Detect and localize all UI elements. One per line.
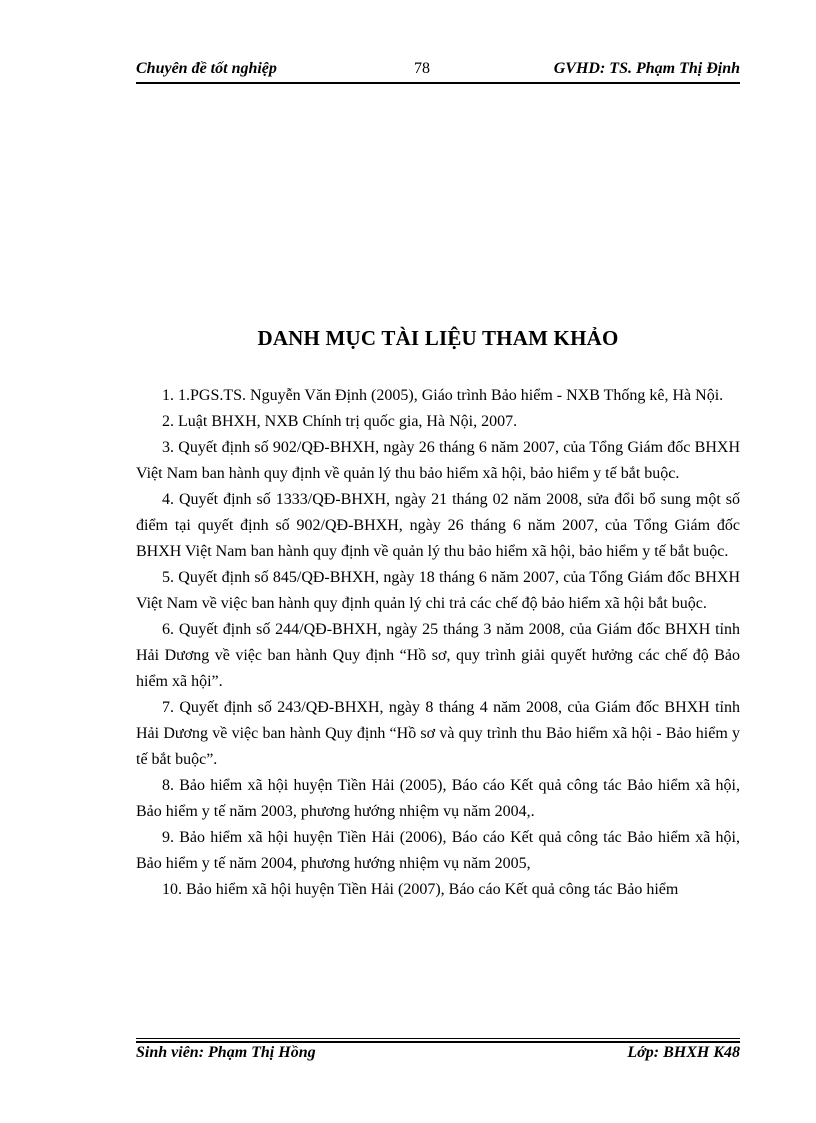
page-footer xyxy=(136,1044,740,1066)
reference-list xyxy=(136,383,740,903)
reference-item: 9. Bảo hiểm xã hội huyện Tiền Hải (2006), Báo cáo Kết quả công tác Bảo hiểm xã hội, Bảo hiểm y tế năm 2004, phương hướng nhiệm vụ năm 2005, xyxy=(136,829,740,872)
page-title: DANH MỤC TÀI LIỆU THAM KHẢO xyxy=(257,326,619,350)
header-thesis-label: Chuyên đề tốt nghiệp xyxy=(136,60,277,77)
reference-item: 3. Quyết định số 902/QĐ-BHXH, ngày 26 tháng 6 năm 2007, của Tổng Giám đốc BHXH Việt Nam ban hành quy định về quản lý thu bảo hiểm xã hội, bảo hiểm y tế bắt buộc. xyxy=(136,439,740,482)
reference-item: 7. Quyết định số 243/QĐ-BHXH, ngày 8 tháng 4 năm 2008, của Giám đốc BHXH tỉnh Hải Dương về việc ban hành Quy định “Hồ sơ và quy trình thu Bảo hiểm xã hội - Bảo hiểm y tế bắt buộc”. xyxy=(136,699,740,768)
header-supervisor: GVHD: TS. Phạm Thị Định xyxy=(553,60,740,77)
footer-rule-thick xyxy=(136,1041,740,1043)
page-header xyxy=(136,60,740,82)
reference-item: 1. 1.PGS.TS. Nguyễn Văn Định (2005), Giáo trình Bảo hiểm - NXB Thống kê, Hà Nội. xyxy=(162,387,724,404)
footer-rule-thin xyxy=(136,1038,740,1039)
reference-item: 4. Quyết định số 1333/QĐ-BHXH, ngày 21 tháng 02 năm 2008, sửa đổi bổ sung một số điểm tại quyết định số 902/QĐ-BHXH, ngày 26 tháng 6 năm 2007, của Tổng Giám đốc BHXH Việt Nam ban hành quy định về quản lý thu bảo hiểm xã hội, bảo hiểm y tế bắt buộc. xyxy=(136,491,740,560)
reference-item: 5. Quyết định số 845/QĐ-BHXH, ngày 18 tháng 6 năm 2007, của Tổng Giám đốc BHXH Việt Nam về việc ban hành quy định quản lý chi trả các chế độ bảo hiểm xã hội bắt buộc. xyxy=(136,569,740,612)
reference-item: 6. Quyết định số 244/QĐ-BHXH, ngày 25 tháng 3 năm 2008, của Giám đốc BHXH tỉnh Hải Dương về việc ban hành Quy định “Hồ sơ, quy trình giải quyết hưởng các chế độ Bảo hiểm xã hội”. xyxy=(136,621,740,690)
page-number: 78 xyxy=(414,60,430,77)
reference-item: 8. Bảo hiểm xã hội huyện Tiền Hải (2005), Báo cáo Kết quả công tác Bảo hiểm xã hội, Bảo hiểm y tế năm 2003, phương hướng nhiệm vụ năm 2004,. xyxy=(136,777,740,820)
header-rule xyxy=(136,82,740,84)
reference-item: 10. Bảo hiểm xã hội huyện Tiền Hải (2007), Báo cáo Kết quả công tác Bảo hiểm xyxy=(162,881,679,898)
footer-class: Lớp: BHXH K48 xyxy=(627,1044,740,1061)
footer-student: Sinh viên: Phạm Thị Hồng xyxy=(136,1044,316,1061)
reference-item: 2. Luật BHXH, NXB Chính trị quốc gia, Hà Nội, 2007. xyxy=(162,413,518,430)
